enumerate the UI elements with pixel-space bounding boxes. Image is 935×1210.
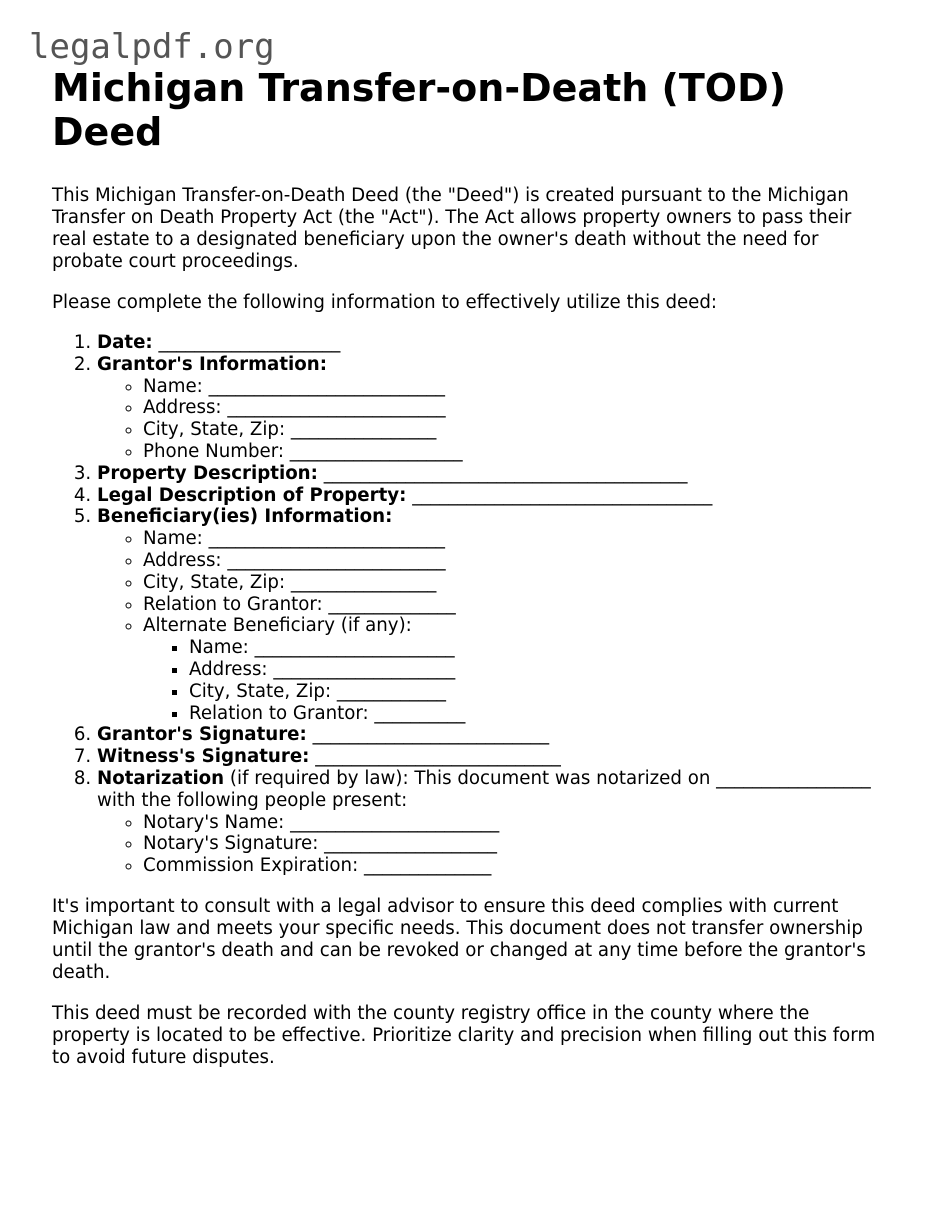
intro-paragraph: This Michigan Transfer-on-Death Deed (the "Deed") is created pursuant to the Michigan Transfer on Death Property Act (the "Act"). The Act allows property owners to pass their real estate to a designated beneficiary upon the owner's death without the need for probate court proceedings. [52,185,852,272]
notarization-text[interactable]: (if required by law): This document was notarized on _________________ with the following people present: [97,767,871,811]
date-label: Date: [97,332,153,353]
alt-beneficiary-relation-field[interactable]: ▪ Relation to Grantor: __________ [189,703,887,725]
alternate-beneficiary-sublist [143,637,887,724]
legal-description-field[interactable]: _________________________________ [412,484,713,506]
grantor-info-label: Grantor's Information: [97,353,327,375]
list-item-beneficiary-info [97,506,887,724]
grantor-info-sublist [97,376,887,463]
witness-signature-label: Witness's Signature: [97,746,310,768]
grantor-city-field[interactable]: ◦ City, State, Zip: ________________ [143,419,887,441]
beneficiary-city-field[interactable]: ◦ City, State, Zip: ________________ [143,572,887,594]
beneficiary-info-sublist [97,528,887,724]
beneficiary-relation-field[interactable]: ◦ Relation to Grantor: ______________ [143,594,887,616]
list-item-date [97,332,887,354]
beneficiary-info-label: Beneficiary(ies) Information: [97,506,393,528]
page-title: Michigan Transfer-on-Death (TOD) Deed [52,66,787,154]
grantor-signature-field[interactable]: __________________________ [312,724,550,746]
beneficiary-address-field[interactable]: ◦ Address: ________________________ [143,550,887,572]
watermark: legalpdf.org [29,27,275,67]
alt-beneficiary-address-field[interactable]: ▪ Address: ____________________ [189,659,887,681]
grantor-phone-field[interactable]: ◦ Phone Number: ___________________ [143,441,887,463]
notary-signature-field[interactable]: ◦ Notary's Signature: ___________________ [143,833,887,855]
notarization-sublist [97,812,887,877]
list-item-legal-description [97,485,887,507]
instructions-paragraph: Please complete the following information to effectively utilize this deed: [52,292,718,313]
date-field[interactable]: ____________________ [158,332,341,353]
property-description-label: Property Description: [97,462,318,484]
form-fields-list [52,332,887,877]
alternate-beneficiary-item [143,615,887,724]
list-item-witness-signature [97,746,887,768]
list-item-property-description [97,463,887,485]
list-item-grantor-info [97,354,887,463]
list-item-grantor-signature [97,724,887,746]
grantor-name-field[interactable]: ◦ Name: __________________________ [143,376,887,398]
grantor-signature-label: Grantor's Signature: [97,724,307,746]
document [52,66,887,1069]
commission-expiration-field[interactable]: ◦ Commission Expiration: ______________ [143,855,887,877]
alt-beneficiary-name-field[interactable]: ▪ Name: ______________________ [189,637,887,659]
legal-advice-paragraph: It's important to consult with a legal advisor to ensure this deed complies with current Michigan law and meets your specific needs. This document does not transfer ownership until the grantor's death and can be revoked or changed at any time before the grantor's death. [52,895,866,983]
legal-description-label: Legal Description of Property: [97,484,407,506]
grantor-address-field[interactable]: ◦ Address: ________________________ [143,397,887,419]
alternate-beneficiary-label: Alternate Beneficiary (if any): [143,615,412,637]
alt-beneficiary-city-field[interactable]: ▪ City, State, Zip: ____________ [189,681,887,703]
notary-name-field[interactable]: ◦ Notary's Name: _______________________ [143,812,887,834]
recording-paragraph: This deed must be recorded with the county registry office in the county where the property is located to be effective. Prioritize clarity and precision when filling out this form to avoid future disputes. [52,1002,876,1068]
property-description-field[interactable]: ________________________________________ [323,462,688,484]
list-item-notarization [97,768,887,877]
witness-signature-field[interactable]: ___________________________ [315,746,561,768]
notarization-label: Notarization [97,767,225,789]
beneficiary-name-field[interactable]: ◦ Name: __________________________ [143,528,887,550]
